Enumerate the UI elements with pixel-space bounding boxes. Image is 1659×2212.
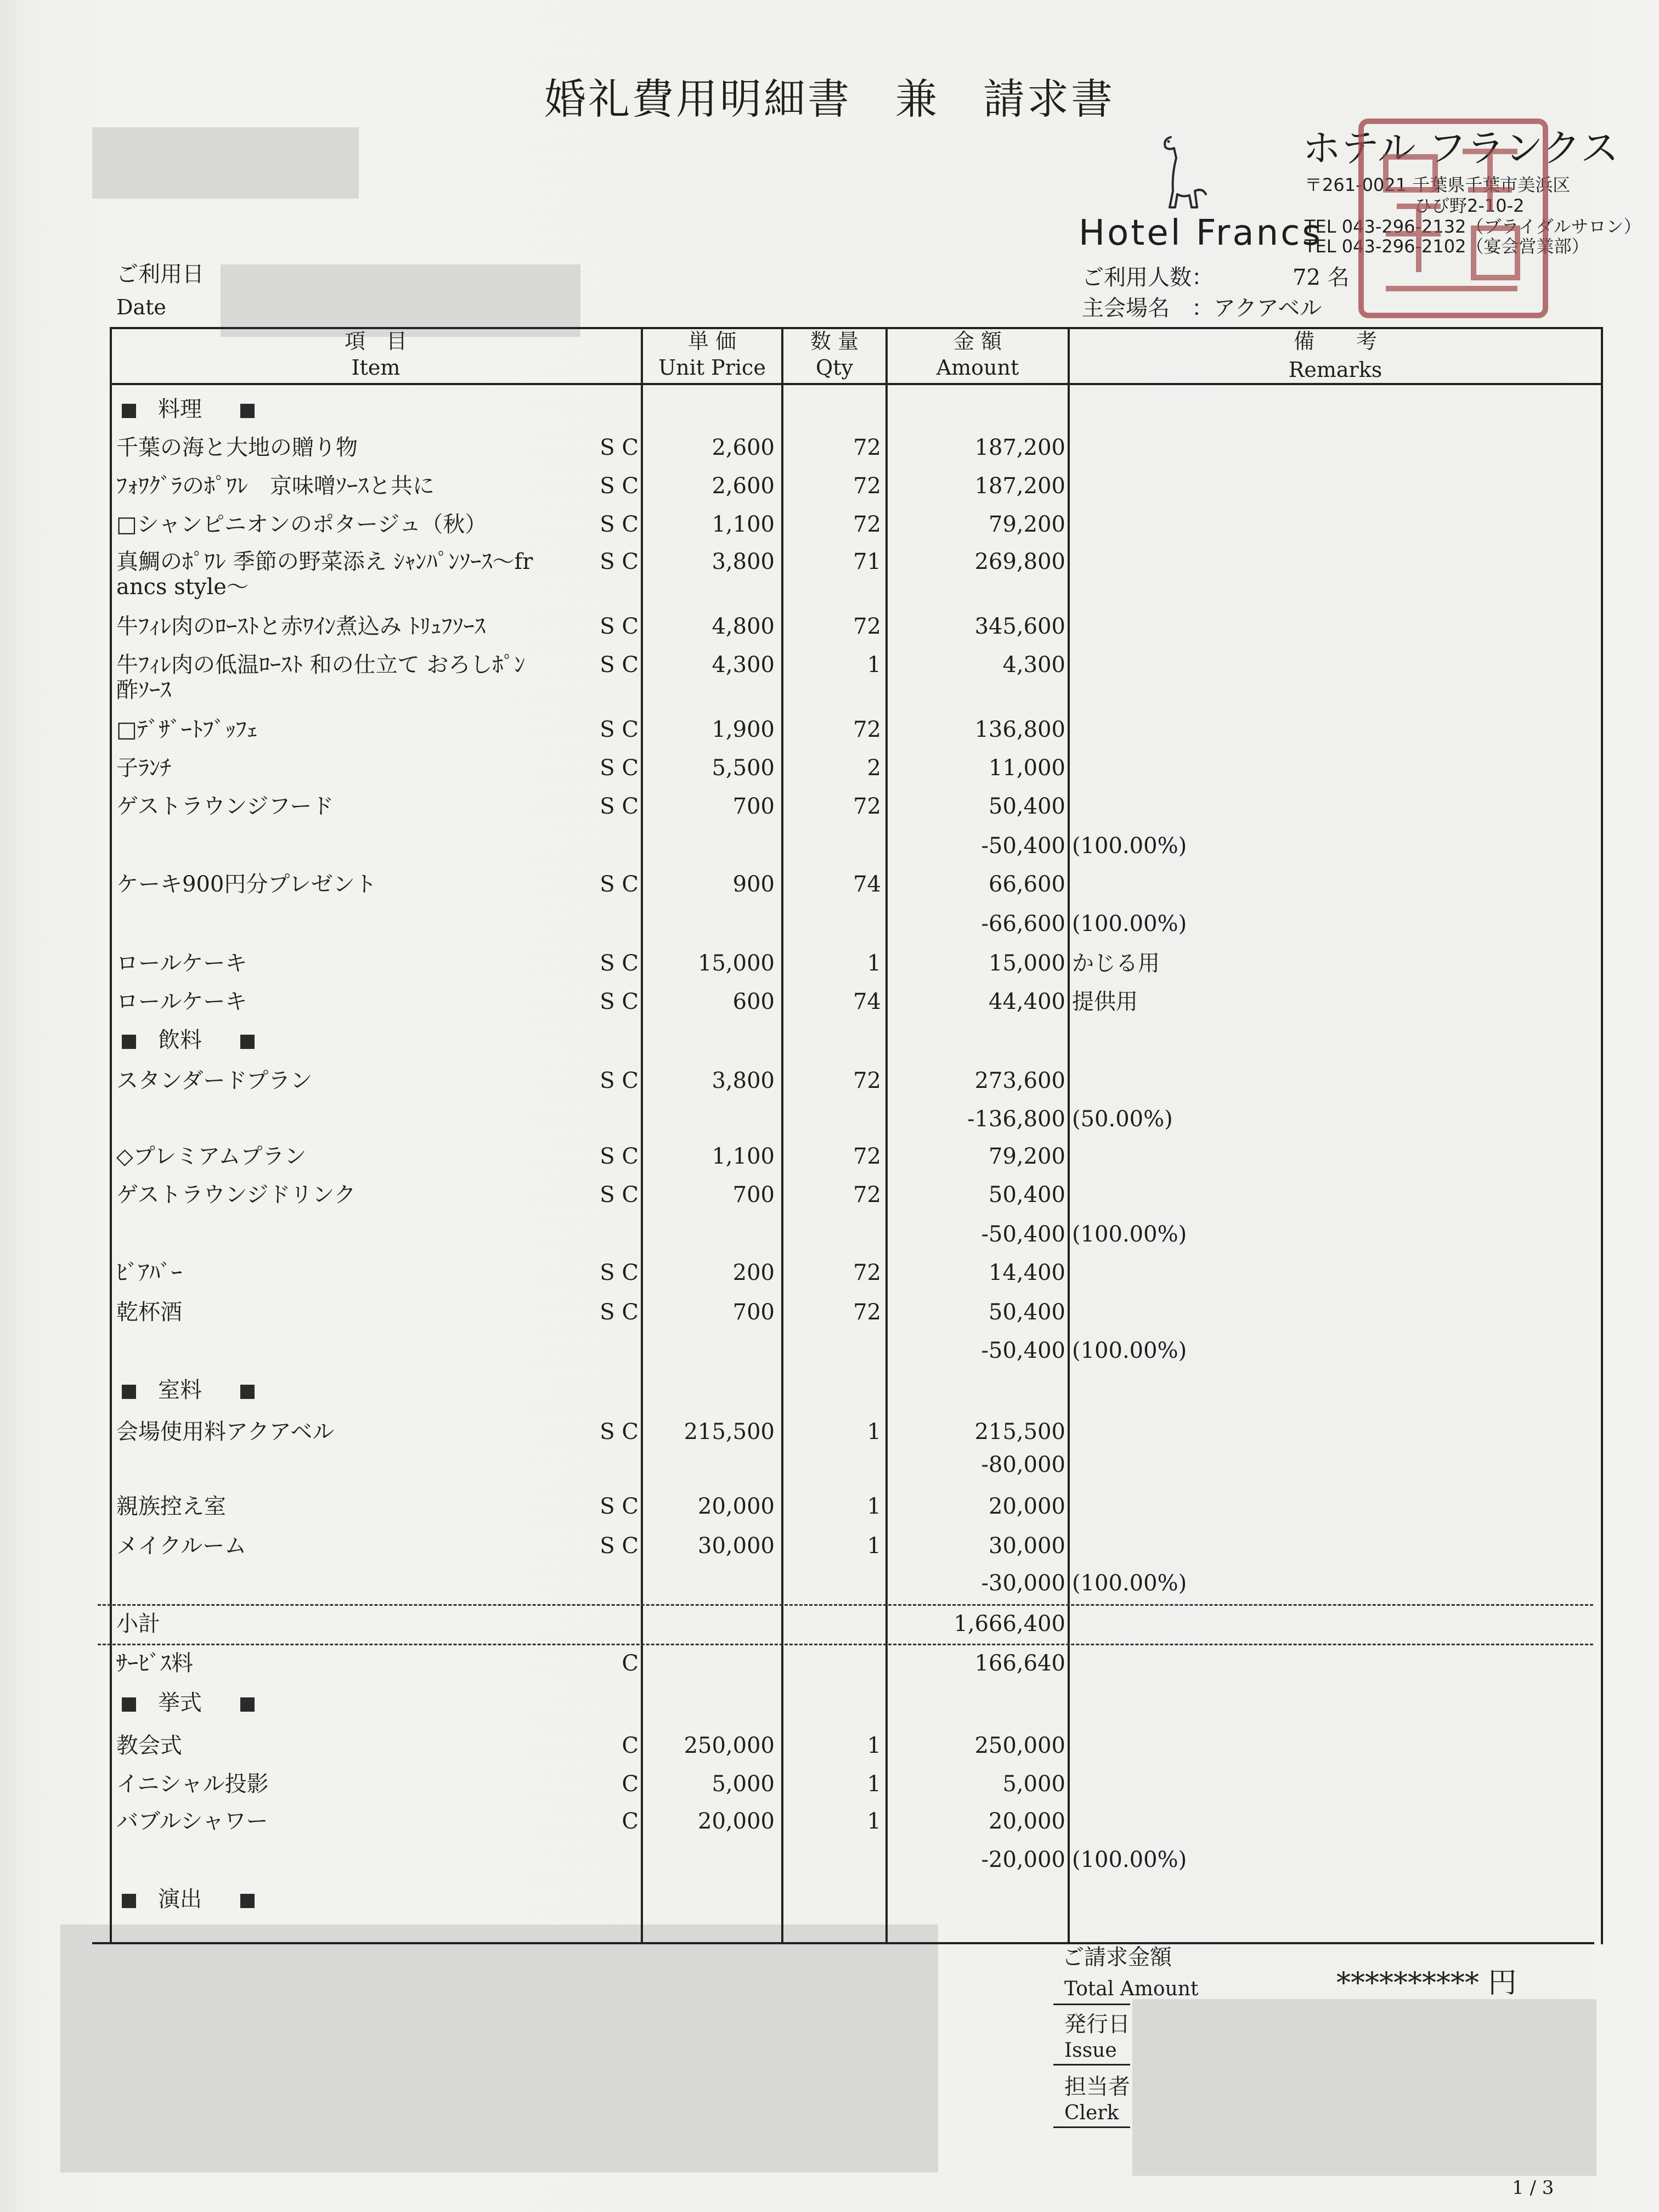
item-name: ゲストラウンジドリンク — [116, 1182, 356, 1207]
remark: かじる用 — [1072, 951, 1160, 976]
unit-price: 20,000 — [698, 1809, 775, 1834]
header-item-en: Item — [351, 356, 400, 380]
section-heading — [122, 396, 255, 422]
item-name: バブルシャワー — [116, 1809, 268, 1834]
unit-price: 2,600 — [712, 435, 775, 460]
tax-code: C — [622, 1651, 639, 1676]
item-name: スタンダードプラン — [116, 1068, 313, 1093]
hotel-address-line1: 〒261-0021 千葉県千葉市美浜区 — [1305, 174, 1571, 195]
tax-code: S C — [600, 1494, 639, 1519]
section-heading — [122, 1377, 255, 1403]
section-marker-icon — [122, 1385, 136, 1399]
remark: (100.00%) — [1072, 1847, 1187, 1872]
section-title: 料理 — [158, 397, 202, 422]
unit-price: 1,100 — [712, 1144, 775, 1169]
amount: 44,400 — [989, 989, 1065, 1014]
section-marker-icon — [240, 1697, 255, 1712]
header-remarks-ja: 備 考 — [1293, 329, 1377, 353]
item-name: ロールケーキ — [116, 989, 247, 1014]
unit-price: 700 — [732, 1300, 775, 1325]
amount: -136,800 — [967, 1107, 1065, 1132]
tax-code: S C — [600, 1068, 639, 1093]
quantity: 72 — [853, 614, 881, 639]
section-heading — [122, 1027, 255, 1053]
quantity: 1 — [867, 1809, 881, 1834]
item-name: 牛ﾌｨﾚ肉のﾛｰｽﾄと赤ﾜｲﾝ煮込み ﾄﾘｭﾌｿｰｽ — [116, 614, 486, 639]
quantity: 72 — [853, 473, 881, 499]
unit-price: 4,300 — [712, 652, 775, 678]
tax-code: S C — [600, 717, 639, 742]
amount: 50,400 — [989, 1300, 1065, 1325]
amount: -80,000 — [981, 1452, 1065, 1477]
item-name-continued: ancs style～ — [116, 574, 249, 600]
item-name: 千葉の海と大地の贈り物 — [116, 435, 358, 460]
tax-code: S C — [600, 435, 639, 460]
col-divider-item — [641, 327, 643, 1944]
quantity: 1 — [867, 1494, 881, 1519]
item-name: 子ﾗﾝﾁ — [116, 755, 171, 781]
tax-code: C — [622, 1809, 639, 1834]
item-name: ◇プレミアムプラン — [116, 1144, 307, 1169]
remark: (100.00%) — [1072, 833, 1187, 859]
tax-code: S C — [600, 794, 639, 819]
section-title: 室料 — [158, 1378, 202, 1403]
amount: 20,000 — [989, 1494, 1065, 1519]
table-left-border — [110, 327, 112, 1944]
item-name: □シャンピニオンのポタージュ（秋） — [116, 512, 487, 537]
guest-count-label: ご利用人数： — [1082, 265, 1214, 290]
header-price-ja: 単 価 — [687, 329, 737, 353]
tax-code: S C — [600, 951, 639, 976]
amount: 187,200 — [974, 435, 1065, 460]
page-number: 1 / 3 — [1512, 2177, 1554, 2199]
unit-price: 250,000 — [684, 1733, 775, 1758]
amount: 187,200 — [974, 473, 1065, 499]
unit-price: 200 — [732, 1260, 775, 1285]
unit-price: 20,000 — [698, 1494, 775, 1519]
amount: 15,000 — [989, 951, 1065, 976]
item-name: ﾋﾞｱﾊﾞｰ — [116, 1260, 182, 1285]
item-name: 小計 — [116, 1611, 160, 1637]
quantity: 1 — [867, 1419, 881, 1444]
tax-code: S C — [600, 989, 639, 1014]
unit-price: 3,800 — [712, 549, 775, 574]
remark: (100.00%) — [1072, 1571, 1187, 1596]
tax-code: S C — [600, 652, 639, 678]
item-name: 会場使用料アクアベル — [116, 1419, 335, 1444]
item-name: ケーキ900円分プレゼント — [116, 872, 377, 897]
remark: 提供用 — [1072, 989, 1138, 1014]
tax-code: C — [622, 1733, 639, 1758]
item-name-continued: 酢ｿｰｽ — [116, 678, 171, 703]
hotel-address-line2: ひび野2-10-2 — [1414, 195, 1525, 216]
table-right-border — [1601, 327, 1603, 1944]
quantity: 1 — [867, 1771, 881, 1797]
col-divider-qty — [885, 327, 888, 1944]
tax-code: S C — [600, 614, 639, 639]
unit-price: 5,500 — [712, 755, 775, 781]
section-marker-icon — [122, 1894, 136, 1908]
main-venue: 主会場名 ：アクアベル — [1082, 296, 1322, 321]
quantity: 1 — [867, 951, 881, 976]
unit-price: 4,800 — [712, 614, 775, 639]
table-header-rule — [111, 383, 1603, 385]
table-bottom-rule — [92, 1942, 1594, 1944]
quantity: 72 — [853, 1068, 881, 1093]
quantity: 72 — [853, 1182, 881, 1207]
tax-code: S C — [600, 872, 639, 897]
amount: 5,000 — [1002, 1771, 1065, 1797]
total-label-ja: ご請求金額 — [1062, 1945, 1172, 1970]
amount: 166,640 — [974, 1651, 1065, 1676]
unit-price: 1,100 — [712, 512, 775, 537]
amount: 136,800 — [974, 717, 1065, 742]
amount: 50,400 — [989, 794, 1065, 819]
section-marker-icon — [122, 1697, 136, 1712]
section-marker-icon — [240, 404, 255, 418]
amount: 273,600 — [974, 1068, 1065, 1093]
total-underline — [1053, 2004, 1130, 2005]
unit-price: 215,500 — [684, 1419, 775, 1444]
item-name: ｻｰﾋﾞｽ料 — [116, 1651, 193, 1676]
unit-price: 2,600 — [712, 473, 775, 499]
col-divider-price — [781, 327, 783, 1944]
tax-code: S C — [600, 755, 639, 781]
unit-price: 700 — [732, 794, 775, 819]
quantity: 1 — [867, 1733, 881, 1758]
remark: (100.00%) — [1072, 911, 1187, 936]
item-name: □ﾃﾞｻﾞｰﾄﾌﾞｯﾌｪ — [116, 717, 258, 742]
amount: -50,400 — [981, 1338, 1065, 1363]
amount: -30,000 — [981, 1571, 1065, 1596]
item-name: 牛ﾌｨﾚ肉の低温ﾛｰｽﾄ 和の仕立て おろしﾎﾟﾝ — [116, 652, 526, 678]
clerk-label-en: Clerk — [1064, 2102, 1119, 2124]
section-title: 挙式 — [158, 1690, 202, 1716]
remark: (100.00%) — [1072, 1222, 1187, 1247]
hotel-brand-ja: ホテル フランクス — [1302, 126, 1619, 171]
amount: 79,200 — [989, 1144, 1065, 1169]
amount: -66,600 — [981, 911, 1065, 936]
tax-code: S C — [600, 473, 639, 499]
quantity: 72 — [853, 435, 881, 460]
amount: 20,000 — [989, 1809, 1065, 1834]
quantity: 71 — [853, 549, 881, 574]
dashed-rule — [98, 1604, 1593, 1606]
amount: -20,000 — [981, 1847, 1065, 1872]
amount: 11,000 — [989, 755, 1065, 781]
amount: 345,600 — [974, 614, 1065, 639]
item-name: ロールケーキ — [116, 951, 247, 976]
header-amount-en: Amount — [936, 356, 1019, 380]
item-name: ゲストラウンジフード — [116, 794, 334, 819]
issue-label-ja: 発行日 — [1064, 2012, 1130, 2037]
amount: 66,600 — [989, 872, 1065, 897]
unit-price: 1,900 — [712, 717, 775, 742]
section-marker-icon — [122, 1035, 136, 1049]
section-title: 演出 — [158, 1887, 202, 1912]
tax-code: S C — [600, 1182, 639, 1207]
remark: (100.00%) — [1072, 1338, 1187, 1363]
item-name: ﾌｫﾜｸﾞﾗのﾎﾟﾜﾚ 京味噌ｿｰｽと共に — [116, 473, 435, 499]
header-item-ja: 項 目 — [344, 329, 407, 353]
guest-count-value: 72 名 — [1293, 265, 1350, 290]
header-amount-ja: 金 額 — [953, 329, 1002, 353]
col-divider-amount — [1068, 327, 1070, 1944]
amount: 269,800 — [974, 549, 1065, 574]
quantity: 1 — [867, 1533, 881, 1559]
item-name: イニシャル投影 — [116, 1771, 269, 1797]
unit-price: 5,000 — [712, 1771, 775, 1797]
hotel-brand-en: Hotel Francs — [1079, 213, 1323, 253]
header-qty-en: Qty — [816, 356, 853, 380]
tax-code: S C — [600, 1300, 639, 1325]
amount: 1,666,400 — [953, 1611, 1065, 1637]
amount: 215,500 — [974, 1419, 1065, 1444]
date-label-ja: ご利用日 — [116, 262, 204, 287]
remark: (50.00%) — [1072, 1107, 1173, 1132]
quantity: 72 — [853, 1144, 881, 1169]
header-qty-ja: 数 量 — [810, 329, 859, 353]
amount: 250,000 — [974, 1733, 1065, 1758]
section-title: 飲料 — [158, 1028, 202, 1053]
tax-code: S C — [600, 1419, 639, 1444]
header-remarks-en: Remarks — [1288, 358, 1383, 382]
item-name: メイクルーム — [116, 1533, 247, 1559]
amount: -50,400 — [981, 833, 1065, 859]
section-marker-icon — [240, 1894, 255, 1908]
item-name: 教会式 — [116, 1733, 182, 1758]
section-heading — [122, 1690, 255, 1716]
section-heading — [122, 1886, 255, 1912]
hotel-tel-banquet: TEL 043-296-2102（宴会営業部） — [1305, 236, 1589, 257]
date-label-en: Date — [116, 295, 166, 319]
unit-price: 15,000 — [698, 951, 775, 976]
quantity: 72 — [853, 1300, 881, 1325]
dashed-rule — [98, 1644, 1593, 1645]
quantity: 72 — [853, 1260, 881, 1285]
unit-price: 700 — [732, 1182, 775, 1207]
unit-price: 600 — [732, 989, 775, 1014]
quantity: 74 — [853, 872, 881, 897]
quantity: 74 — [853, 989, 881, 1014]
tax-code: C — [622, 1771, 639, 1797]
quantity: 1 — [867, 652, 881, 678]
hotel-tel-bridal: TEL 043-296-2132（ブライダルサロン） — [1305, 216, 1641, 237]
amount: 14,400 — [989, 1260, 1065, 1285]
issue-label-en: Issue — [1064, 2039, 1117, 2062]
tax-code: S C — [600, 1533, 639, 1559]
clerk-label-ja: 担当者 — [1064, 2074, 1130, 2100]
unit-price: 900 — [732, 872, 775, 897]
amount: -50,400 — [981, 1222, 1065, 1247]
unit-price: 3,800 — [712, 1068, 775, 1093]
tax-code: S C — [600, 549, 639, 574]
total-label-en: Total Amount — [1064, 1978, 1199, 2000]
quantity: 2 — [867, 755, 881, 781]
amount: 4,300 — [1002, 652, 1065, 678]
amount: 79,200 — [989, 512, 1065, 537]
unit-price: 30,000 — [698, 1533, 775, 1559]
item-name: 乾杯酒 — [116, 1300, 182, 1325]
total-amount-value: ********** 円 — [1336, 1967, 1517, 2000]
header-price-en: Unit Price — [658, 356, 766, 380]
quantity: 72 — [853, 794, 881, 819]
tax-code: S C — [600, 1260, 639, 1285]
document-title: 婚礼費用明細書 兼 請求書 — [544, 75, 1115, 123]
quantity: 72 — [853, 512, 881, 537]
item-name: 親族控え室 — [116, 1494, 226, 1519]
item-name: 真鯛のﾎﾟﾜﾚ 季節の野菜添え ｼｬﾝﾊﾟﾝｿｰｽ～fr — [116, 549, 533, 574]
amount: 30,000 — [989, 1533, 1065, 1559]
section-marker-icon — [240, 1035, 255, 1049]
tax-code: S C — [600, 512, 639, 537]
tax-code: S C — [600, 1144, 639, 1169]
section-marker-icon — [240, 1385, 255, 1399]
section-marker-icon — [122, 404, 136, 418]
amount: 50,400 — [989, 1182, 1065, 1207]
quantity: 72 — [853, 717, 881, 742]
